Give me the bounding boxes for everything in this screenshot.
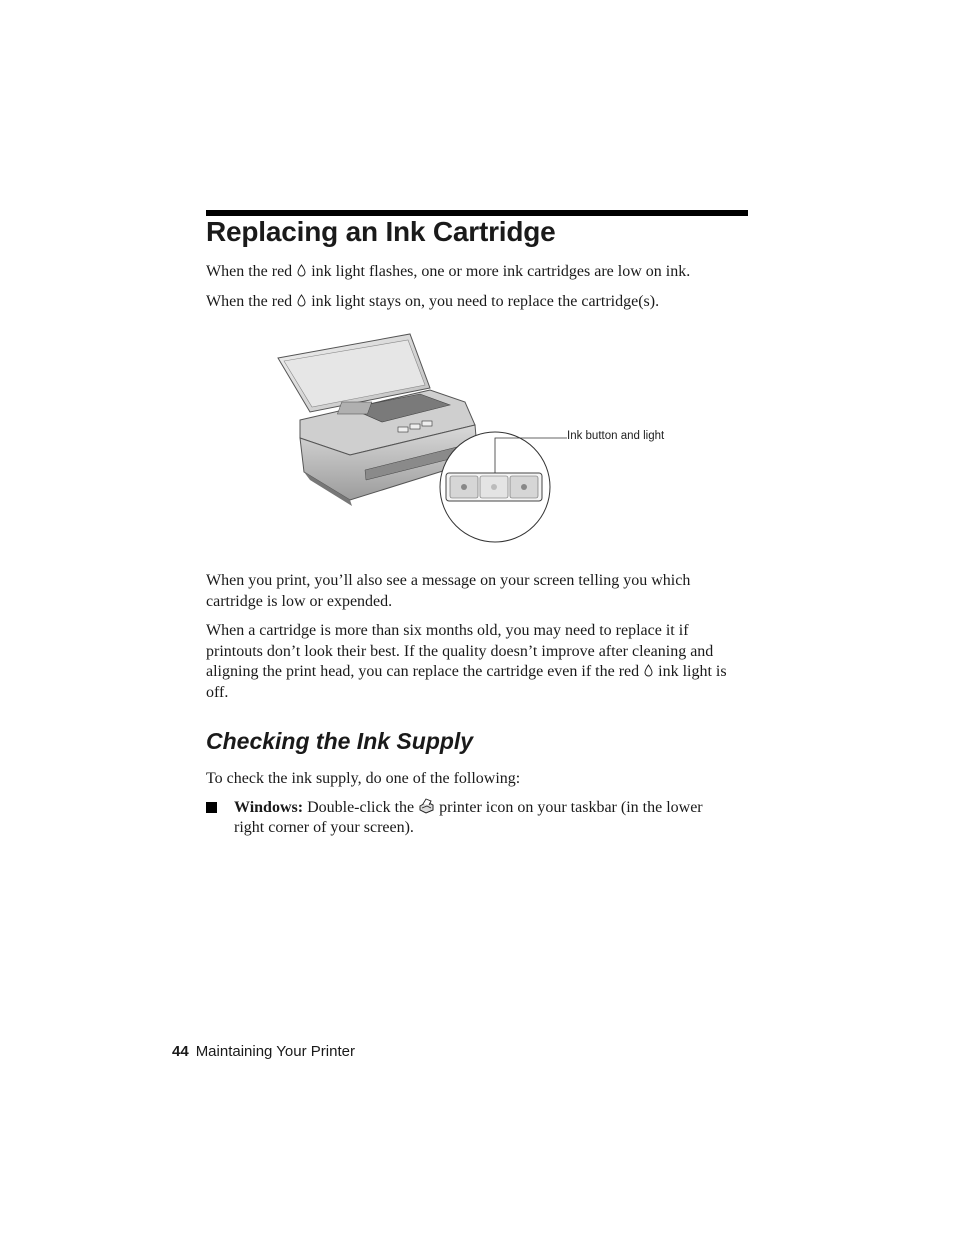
- intro-2-start: When the red: [206, 293, 293, 310]
- body-2-end: ink light is off.: [206, 663, 727, 701]
- ink-drop-icon: [297, 264, 306, 277]
- check-intro: To check the ink supply, do one of the following:: [206, 770, 521, 787]
- body-paragraph-2: [206, 621, 746, 703]
- footer-section-title: Maintaining Your Printer: [195, 1043, 355, 1060]
- list-item-end: printer icon on your taskbar (in the lower right corner of your screen).: [234, 799, 703, 836]
- intro-paragraph-1: [206, 262, 746, 283]
- ink-button-callout: Ink button and light: [567, 430, 665, 442]
- bullet-square-icon: [206, 802, 217, 813]
- intro-2-end: ink light stays on, you need to replace the cartridge(s).: [311, 293, 660, 310]
- page-title: Replacing an Ink Cartridge: [206, 216, 556, 247]
- page-number: 44: [172, 1043, 189, 1060]
- intro-1-end: ink light flashes, one or more ink cartridges are low on ink.: [311, 263, 691, 280]
- printer-icon: [418, 798, 435, 815]
- body-paragraph-1: When you print, you’ll also see a message on your screen telling you which cartridge is low or expended.: [206, 572, 691, 610]
- section-heading: Checking the Ink Supply: [206, 728, 474, 754]
- intro-1-start: When the red: [206, 263, 293, 280]
- list-item-start: Double-click the: [307, 799, 415, 816]
- list-item-text: [234, 798, 734, 838]
- list-item-label: Windows:: [234, 799, 304, 816]
- page-footer: [172, 1043, 355, 1060]
- ink-drop-icon: [644, 664, 653, 677]
- body-2-start: When a cartridge is more than six months old, you may need to replace it if printouts don’t look their best. If the quality doesn’t improve after cleaning and aligning the print head, you can replace the cartridge even if the red: [206, 622, 714, 680]
- ink-drop-icon: [297, 294, 306, 307]
- intro-paragraph-2: [206, 292, 746, 313]
